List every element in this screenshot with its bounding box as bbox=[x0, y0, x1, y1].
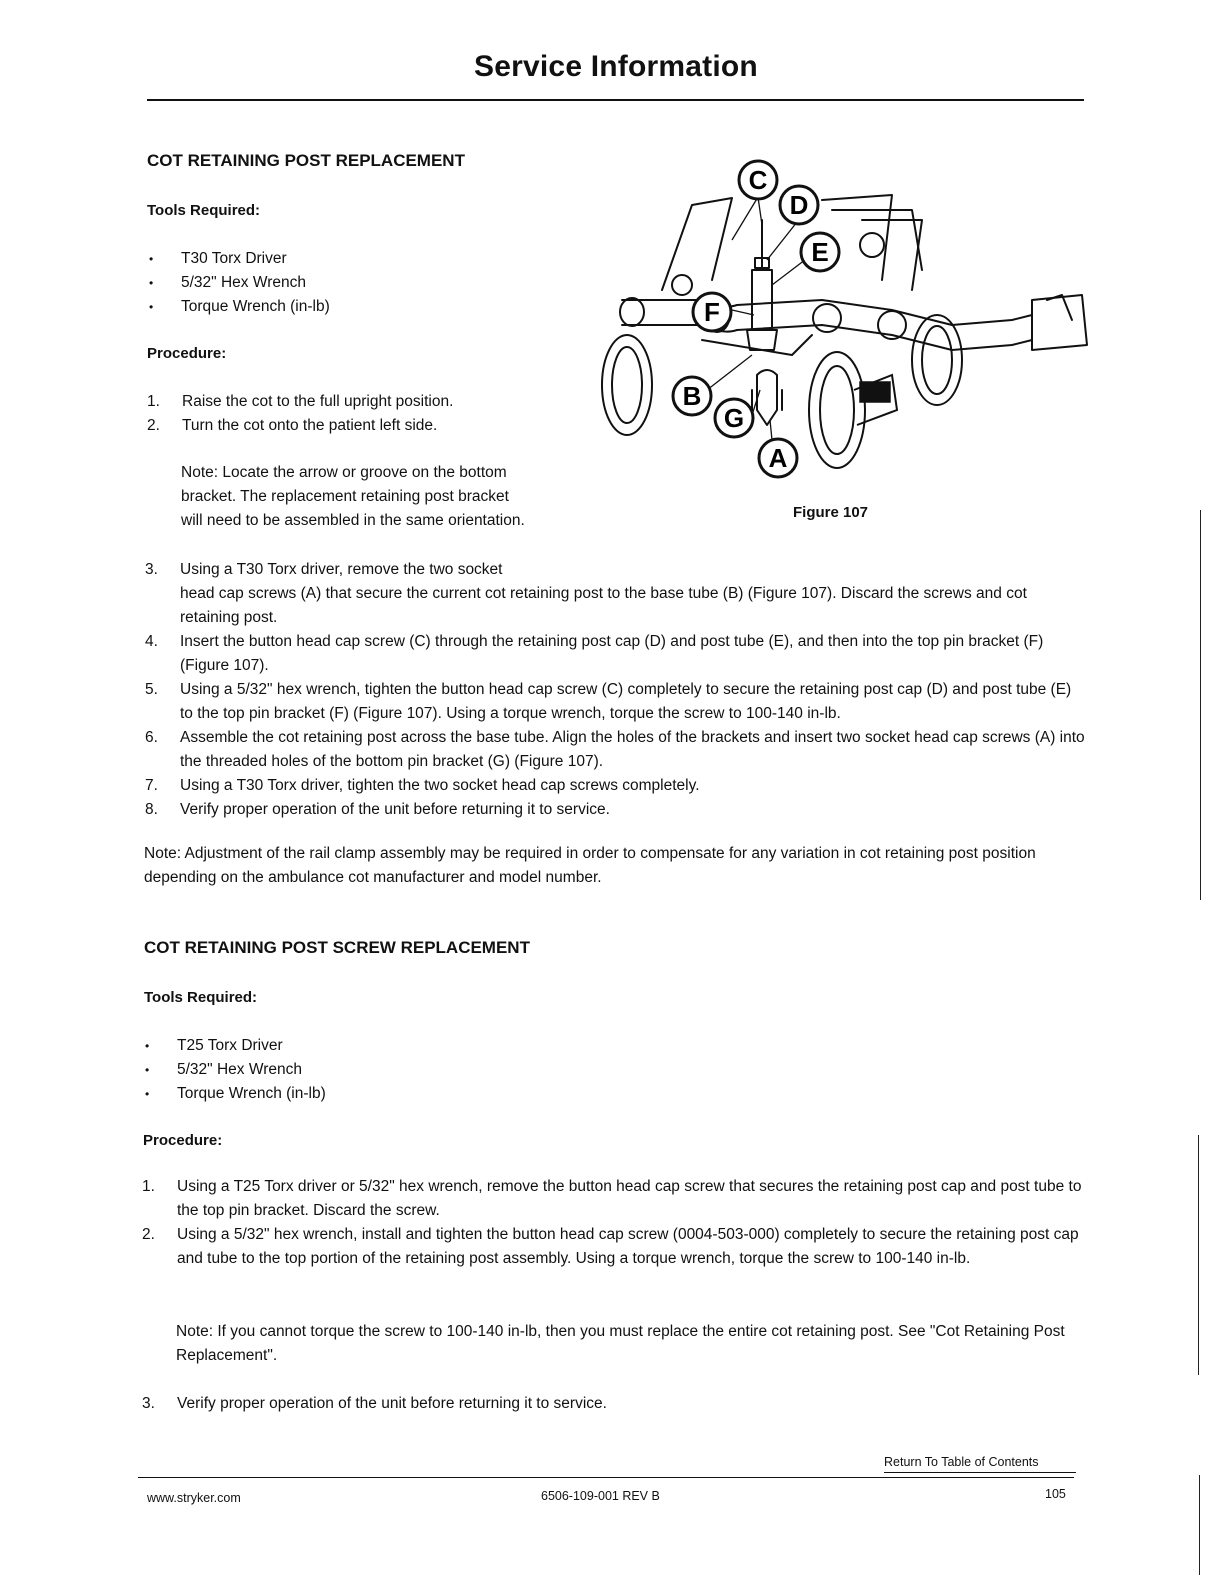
tool-item: • T30 Torx Driver bbox=[147, 247, 567, 271]
section2-tools-list bbox=[143, 1034, 563, 1106]
link-underline bbox=[884, 1472, 1076, 1473]
footer-doc-number: 6506-109-001 REV B bbox=[541, 1489, 660, 1503]
bullet-icon: • bbox=[149, 252, 154, 266]
callout-c bbox=[739, 161, 777, 199]
procedure-step: 6. Assemble the cot retaining post across the base tube. Align the holes of the brackets and insert two socket head cap screws (A) into the threaded holes of the bottom pin bracket (G) (Figure 107). bbox=[145, 729, 1085, 770]
footer-website: www.stryker.com bbox=[147, 1491, 241, 1505]
figure-caption: Figure 107 bbox=[793, 504, 869, 521]
page-title: Service Information bbox=[474, 50, 758, 83]
procedure-step: 1. Using a T25 Torx driver or 5/32" hex wrench, remove the button head cap screw that secures the retaining post cap and post tube to the top pin bracket. Discard the screw. bbox=[142, 1178, 1082, 1219]
tool-item: • 5/32" Hex Wrench bbox=[147, 271, 567, 295]
procedure-step: 3. Verify proper operation of the unit before returning it to service. bbox=[142, 1395, 607, 1412]
svg-text:F: F bbox=[704, 297, 720, 327]
bullet-icon: • bbox=[149, 300, 154, 314]
bullet-icon: • bbox=[145, 1039, 150, 1053]
tool-item: • Torque Wrench (in-lb) bbox=[147, 295, 567, 319]
tool-item: • Torque Wrench (in-lb) bbox=[143, 1082, 563, 1106]
bullet-icon: • bbox=[145, 1063, 150, 1077]
section2-heading: COT RETAINING POST SCREW REPLACEMENT bbox=[144, 938, 530, 957]
svg-text:B: B bbox=[682, 381, 702, 411]
procedure-step: 1. Raise the cot to the full upright position. bbox=[147, 393, 454, 410]
svg-text:C: C bbox=[748, 165, 768, 195]
svg-text:D: D bbox=[789, 190, 809, 220]
procedure-step: 2. Using a 5/32" hex wrench, install and tighten the button head cap screw (0004-503-000) completely to secure the retaining post cap and tube to the top portion of the retaining post assembly. Using a torque wrench, torque the screw to 100-140 in-lb. bbox=[142, 1226, 1079, 1267]
callout-b bbox=[673, 377, 711, 415]
footer-page-number: 105 bbox=[1045, 1487, 1066, 1501]
section1-steps-bottom bbox=[145, 558, 1085, 822]
bullet-icon: • bbox=[149, 276, 154, 290]
frame-panel-left bbox=[662, 198, 732, 290]
section2-procedure-label: Procedure: bbox=[143, 1132, 223, 1149]
header-rule bbox=[147, 99, 1084, 101]
section1-steps-top bbox=[147, 390, 587, 438]
svg-text:G: G bbox=[723, 403, 745, 433]
cot-retaining-post-figure bbox=[592, 150, 1092, 490]
tool-item: • T25 Torx Driver bbox=[143, 1034, 563, 1058]
procedure-step: 5. Using a 5/32" hex wrench, tighten the button head cap screw (C) completely to secure the retaining post cap (D) and post tube (E) to the top pin bracket (F) (Figure 107). Using a torque wrench, torque the screw to 100-140 in-lb. bbox=[145, 681, 1072, 722]
wheel-left bbox=[602, 335, 652, 435]
section2-tools-label: Tools Required: bbox=[144, 989, 258, 1006]
wheel-right bbox=[912, 315, 962, 405]
scan-edge-mark bbox=[1199, 1475, 1200, 1575]
callout-e bbox=[801, 233, 839, 271]
section2-steps bbox=[142, 1175, 1084, 1271]
footer-rule bbox=[138, 1477, 1074, 1478]
section2-torque-note: Note: If you cannot torque the screw to 100-140 in-lb, then you must replace the entire cot retaining post. See "Cot Retaining Post Replacement". bbox=[176, 1323, 1065, 1364]
section1-tools-label: Tools Required: bbox=[147, 202, 261, 219]
section1-heading: COT RETAINING POST REPLACEMENT bbox=[147, 151, 465, 170]
callout-g bbox=[715, 399, 753, 437]
tool-item: • 5/32" Hex Wrench bbox=[143, 1058, 563, 1082]
callout-d bbox=[780, 186, 818, 224]
svg-text:E: E bbox=[811, 237, 829, 267]
scan-edge-mark bbox=[1198, 1135, 1199, 1375]
return-to-toc-link[interactable]: Return To Table of Contents bbox=[884, 1455, 1039, 1469]
section1-final-note: Note: Adjustment of the rail clamp assembly may be required in order to compensate for any variation in cot retaining post position depending on the ambulance cot manufacturer and model number. bbox=[144, 845, 1036, 886]
procedure-step: 3. Using a T30 Torx driver, remove the two socket head cap screws (A) that secure the current cot retaining post to the base tube (B) (Figure 107). Discard the screws and cot retaining post. bbox=[145, 561, 1027, 626]
procedure-step: 8. Verify proper operation of the unit before returning it to service. bbox=[145, 801, 610, 818]
section1-tools-list bbox=[147, 247, 567, 319]
section1-procedure-label: Procedure: bbox=[147, 345, 227, 362]
procedure-step: 4. Insert the button head cap screw (C) through the retaining post cap (D) and post tube (E), and then into the top pin bracket (F) (Figure 107). bbox=[145, 633, 1044, 674]
section1-orientation-note: Note: Locate the arrow or groove on the bottom bracket. The replacement retaining post bracket will need to be assembled in the same orientation. bbox=[181, 464, 525, 529]
post-tube bbox=[752, 270, 772, 330]
procedure-step: 7. Using a T30 Torx driver, tighten the two socket head cap screws completely. bbox=[145, 777, 700, 794]
wheel-center bbox=[809, 352, 865, 468]
svg-text:A: A bbox=[768, 443, 788, 473]
scan-edge-mark bbox=[1200, 510, 1201, 900]
callout-a bbox=[759, 439, 797, 477]
procedure-step: 2. Turn the cot onto the patient left side. bbox=[147, 417, 438, 434]
callout-f bbox=[693, 293, 731, 331]
section2-step3 bbox=[142, 1392, 1084, 1416]
bullet-icon: • bbox=[145, 1087, 150, 1101]
